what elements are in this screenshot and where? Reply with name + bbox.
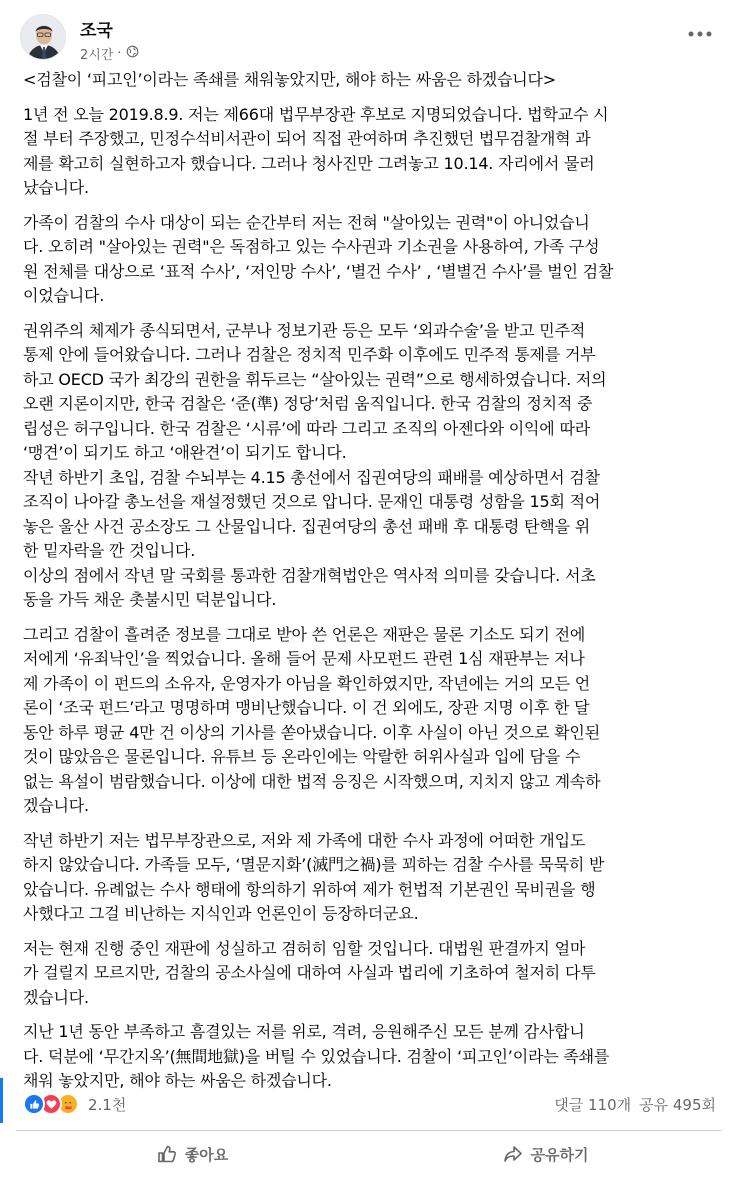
globe-icon[interactable]: [126, 45, 139, 62]
ellipsis-icon: [688, 31, 712, 37]
like-reaction-icon: [23, 1093, 45, 1115]
author-name[interactable]: 조국: [80, 21, 113, 41]
post-body: [23, 68, 720, 1094]
separator-dot: ·: [117, 46, 122, 61]
post-header: [0, 0, 738, 70]
more-options-button[interactable]: [682, 22, 718, 46]
paragraph: 가족이 검찰의 수사 대상이 되는 순간부터 저는 전혀 "살아있는 권력"이 아니었습니 다. 오히려 "살아있는 권력"은 독점하고 있는 수사권과 기소권을 사용하여, 가족 구성 원 전체를 대상으로 ‘표적 수사’, ‘저인망 수사’, ‘별건 수사’ , ‘별별건 수사’를 벌인 검찰 이었습니다.: [23, 212, 614, 305]
share-count[interactable]: 공유 495회: [639, 1096, 716, 1114]
paragraph: 1년 전 오늘 2019.8.9. 저는 제66대 법무부장관 후보로 지명되었습니다. 법학교수 시 절 부터 주장했고, 민정수석비서관이 되어 직접 관여하며 추진했던 법무검찰개혁 과 제를 확고히 실현하고자 했습니다. 그러나 청사진만 그려놓고 10.14. 자리에서 물러 났습니다.: [23, 104, 609, 197]
like-button[interactable]: [16, 1134, 369, 1174]
post-title-line: <검찰이 ‘피고인’이라는 족쇄를 채워놓았지만, 해야 하는 싸움은 하겠습니다>: [23, 70, 556, 89]
avatar[interactable]: [20, 14, 66, 60]
paragraph: 권위주의 체제가 종식되면서, 군부나 정보기관 등은 모두 ‘외과수술’을 받고 민주적 통제 안에 들어왔습니다. 그러나 검찰은 정치적 민주화 이후에도 민주적 통제를 거부 하고 OECD 국가 최강의 권한을 휘두르는 “살아있는 권력”으로 행세하였습니다. 저의 오랜 지론이지만, 한국 검찰은 ‘준(準) 정당’처럼 움직입니다. 한국 검찰의 정치적 중 립성은 허구입니다. 한국 검찰은 ‘시류’에 따라 그리고 조직의 아젠다와 이익에 따라 ‘맹견’이 되기도 하고 ‘애완견’이 되기도 합니다. 작년 하반기 초입, 검찰 수뇌부는 4.15 총선에서 집권여당의 패배를 예상하면서 검찰 조직이 나아갈 총노선을 재설정했던 것으로 압니다. 문재인 대통령 성함을 15회 적어 놓은 울산 사건 공소장도 그 산물입니다. 집권여당의 총선 패배 후 대통령 탄핵을 위 한 밑자락을 깐 것입니다. 이상의 점에서 작년 말 국회를 통과한 검찰개혁법안은 역사적 의미를 갖습니다. 서초 동을 가득 채운 촛불시민 덕분입니다.: [23, 320, 607, 609]
share-arrow-icon: [503, 1144, 523, 1164]
paragraph: 작년 하반기 저는 법무부장관으로, 저와 제 가족에 대한 수사 과정에 어떠한 개입도 하지 않았습니다. 가족들 모두, ‘멸문지화’(滅門之禍)를 꾀하는 검찰 수사를 묵묵히 받 았습니다. 유례없는 수사 행태에 항의하기 위하여 제가 헌법적 기본권인 묵비권을 행 사했다고 그걸 비난하는 지식인과 언론인이 등장하더군요.: [23, 830, 605, 923]
paragraph: 저는 현재 진행 중인 재판에 성실하고 겸허히 임할 것입니다. 대법원 판결까지 얼마 가 걸릴지 모르지만, 검찰의 공소사실에 대하여 사실과 법리에 기초하여 철저히 다투 겠습니다.: [23, 938, 596, 1007]
profile-photo-icon: [21, 15, 66, 60]
share-button[interactable]: [369, 1134, 722, 1174]
share-button-label: 공유하기: [530, 1145, 589, 1164]
post-meta: [80, 44, 139, 63]
divider: [16, 1130, 722, 1131]
paragraph: 지난 1년 동안 부족하고 흠결있는 저를 위로, 격려, 응원해주신 모든 분께 감사합니 다. 덕분에 ‘무간지옥’(無間地獄)을 버틸 수 있었습니다. 검찰이 ‘피고인’이라는 족쇄를 채워 놓았지만, 해야 하는 싸움은 하겠습니다.: [23, 1022, 610, 1090]
like-button-label: 좋아요: [184, 1145, 229, 1164]
post-stats: [554, 1094, 716, 1115]
reactions-bar: [0, 1086, 738, 1124]
thumbs-up-icon: [157, 1144, 177, 1164]
reaction-icons[interactable]: [23, 1093, 74, 1115]
action-bar: [16, 1134, 722, 1174]
paragraph: 그리고 검찰이 흘려준 정보를 그대로 받아 쓴 언론은 재판은 물론 기소도 되기 전에 저에게 ‘유죄낙인’을 찍었습니다. 올해 들어 문제 사모펀드 관련 1심 재판부는 저나 제 가족이 이 펀드의 소유자, 운영자가 아님을 확인하였지만, 작년에는 거의 모든 언 론이 ‘조국 펀드’라고 명명하며 맹비난했습니다. 이 건 외에도, 장관 지명 이후 한 달 동안 하루 평균 4만 건 이상의 기사를 쏟아냈습니다. 이후 사실이 아닌 것으로 확인된 것이 많았음은 물론입니다. 유튜브 등 온라인에는 악랄한 허위사실과 입에 담을 수 없는 욕설이 범람했습니다. 이상에 대한 법적 응징은 시작했으며, 지치지 않고 계속하 겠습니다.: [23, 624, 601, 815]
reaction-count[interactable]: 2.1천: [88, 1096, 127, 1114]
post-time[interactable]: 2시간: [80, 48, 114, 63]
comment-count[interactable]: 댓글 110개: [554, 1096, 632, 1114]
